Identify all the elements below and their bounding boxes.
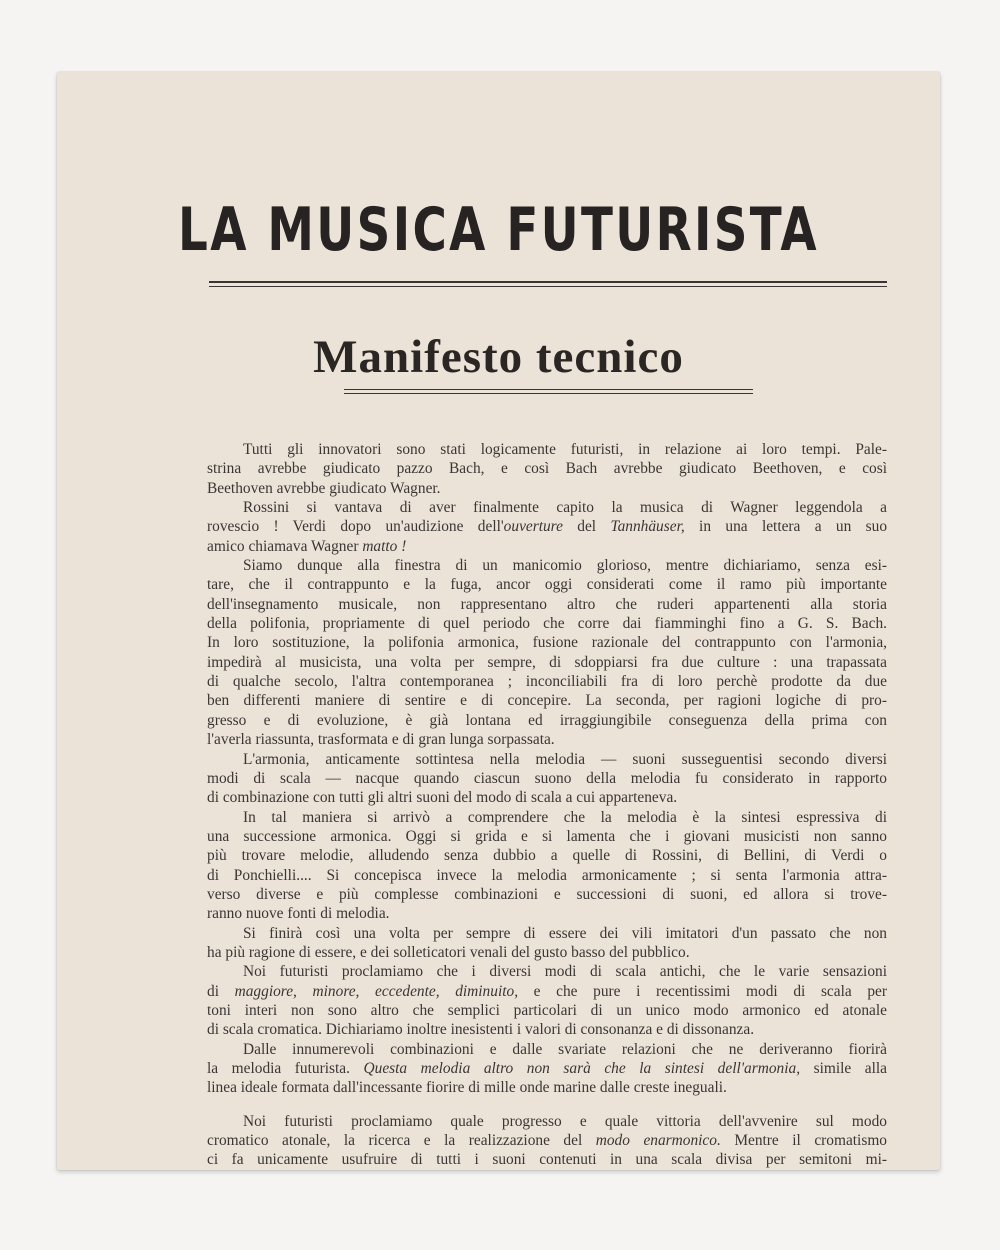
text-line: L'armonia, anticamente sottintesa nella melodia — suoni susseguentisi secondo diversi <box>243 750 887 768</box>
text-segment: del <box>562 518 611 536</box>
text-segment: rovescio ! Verdi dopo un'audizione dell' <box>207 518 504 536</box>
text-line: Dalle innumerevoli combinazioni e dalle svariate relazioni che ne deriveranno fiorirà <box>243 1040 887 1058</box>
title-rule-thick <box>209 281 887 283</box>
text-segment: e che pure i recentissimi modi di scala per <box>518 982 887 1000</box>
text-line: di scala cromatica. Dichiariamo inoltre inesistenti i valori di consonanza e di dissonanza. <box>207 1021 755 1039</box>
text-line <box>207 517 887 536</box>
text-line: dell'insegnamento musicale, non rappresentano altro che ruderi appartenenti alla storia <box>207 595 887 613</box>
text-line: più trovare melodie, alludendo senza dubbio a quelle di Rossini, di Bellini, di Verdi o <box>207 847 887 865</box>
text-line: Noi futuristi proclamiamo quale progresso e quale vittoria dell'avvenire sul modo <box>243 1112 887 1130</box>
text-segment: in una lettera a un suo <box>684 518 887 536</box>
subtitle-double-rule <box>344 389 753 395</box>
text-segment: di <box>207 982 235 1000</box>
text-line: una successione armonica. Oggi si grida e si lamenta che i giovani musicisti non sanno <box>207 827 887 845</box>
italic-text: Questa melodia altro non sarà che la sintesi dell'armonia, <box>363 1060 801 1077</box>
document-sheet <box>57 72 940 1170</box>
text-line: tare, che il contrappunto e la fuga, ancor oggi considerati come il ramo più importante <box>207 576 887 594</box>
text-segment: Mentre il cromatismo <box>720 1132 887 1150</box>
text-line: Si finirà così una volta per sempre di essere dei vili imitatori d'un passato che non <box>243 924 887 942</box>
text-segment: la melodia futurista. <box>207 1060 364 1077</box>
text-line <box>207 1131 887 1150</box>
text-line: toni interi non sono altro che semplici particolari di un unico modo armonico ed atonale <box>207 1001 887 1019</box>
text-segment: amico chiamava Wagner <box>207 537 363 555</box>
italic-text: matto ! <box>362 537 407 555</box>
title-rule-thin <box>209 286 887 287</box>
paragraph-gap <box>207 1098 887 1112</box>
text-line: modi di scala — nacque quando ciascun suono della melodia fu considerato in rapporto <box>207 769 887 787</box>
text-line: ranno nuove fonti di melodia. <box>207 905 390 923</box>
text-line <box>207 537 887 556</box>
text-segment: cromatico atonale, la ricerca e la realizzazione del <box>207 1132 596 1150</box>
text-line <box>207 1059 887 1078</box>
text-line: In loro sostituzione, la polifonia armonica, fusione razionale del contrappunto con l'armonia, <box>207 634 887 652</box>
text-line: di Ponchielli.... Si concepisca invece la melodia armonicamente ; si senta l'armonia attra- <box>207 866 887 884</box>
subtitle-rule-top <box>344 389 753 390</box>
text-line: strina avrebbe giudicato pazzo Bach, e così Bach avrebbe giudicato Beethoven, e così <box>207 460 887 478</box>
text-line: di qualche secolo, l'altra contemporanea ; inconciliabili fra di loro perchè prodotte da due <box>207 673 887 691</box>
text-line: Rossini si vantava di aver finalmente capito la musica di Wagner leggendola a <box>243 499 887 517</box>
italic-text: maggiore, minore, eccedente, diminuito, <box>234 982 519 1000</box>
text-line: linea ideale formata dall'incessante fiorire di mille onde marine dalle creste ineguali. <box>207 1079 727 1097</box>
text-line: Beethoven avrebbe giudicato Wagner. <box>207 479 441 497</box>
text-segment: simile alla <box>800 1060 887 1077</box>
text-line: ci fa unicamente usufruire di tutti i suoni contenuti in una scala divisa per semitoni mi- <box>207 1151 887 1169</box>
italic-text: modo enarmonico. <box>595 1132 721 1150</box>
text-line: Noi futuristi proclamiamo che i diversi modi di scala antichi, che le varie sensazioni <box>243 963 887 981</box>
title-double-rule <box>209 281 887 288</box>
text-line: della polifonia, propriamente di quel periodo che corre dai fiamminghi fino a G. S. Bach. <box>207 615 887 633</box>
text-line: Tutti gli innovatori sono stati logicamente futuristi, in relazione ai loro tempi. Pale- <box>243 441 887 458</box>
text-line: ben differenti maniere di sentire e di concepire. La seconda, per ragioni logiche di pro- <box>207 692 887 710</box>
document-title: LA MUSICA FUTURISTA <box>178 195 819 265</box>
text-line: In tal maniera si arrivò a comprendere che la melodia è la sintesi espressiva di <box>243 808 887 826</box>
text-line: gresso e di evoluzione, è già lontana ed irraggiungibile conseguenza della prima con <box>207 711 887 729</box>
text-line: ha più ragione di essere, e dei solleticatori venali del gusto basso del pubblico. <box>207 943 690 961</box>
text-line <box>207 982 887 1001</box>
document-subtitle: Manifesto tecnico <box>313 331 684 383</box>
manifesto-body-text <box>207 440 887 1170</box>
text-line: l'averla riassunta, trasformata e di gran lunga sorpassata. <box>207 731 555 749</box>
text-line: impedirà al musicista, una volta per sempre, di sdoppiarsi fra due culture : una trapassata <box>207 653 887 671</box>
italic-text: ouverture <box>503 518 563 536</box>
text-line: Siamo dunque alla finestra di un manicomio glorioso, mentre dichiariamo, senza esi- <box>243 557 887 575</box>
italic-text: Tannhäuser, <box>610 518 685 536</box>
text-line: di combinazione con tutti gli altri suoni del modo di scala a cui apparteneva. <box>207 789 678 807</box>
subtitle-rule-bottom <box>344 393 753 394</box>
text-line: verso diverse e più complesse combinazioni e successioni di suoni, ed allora si trove- <box>207 885 887 903</box>
